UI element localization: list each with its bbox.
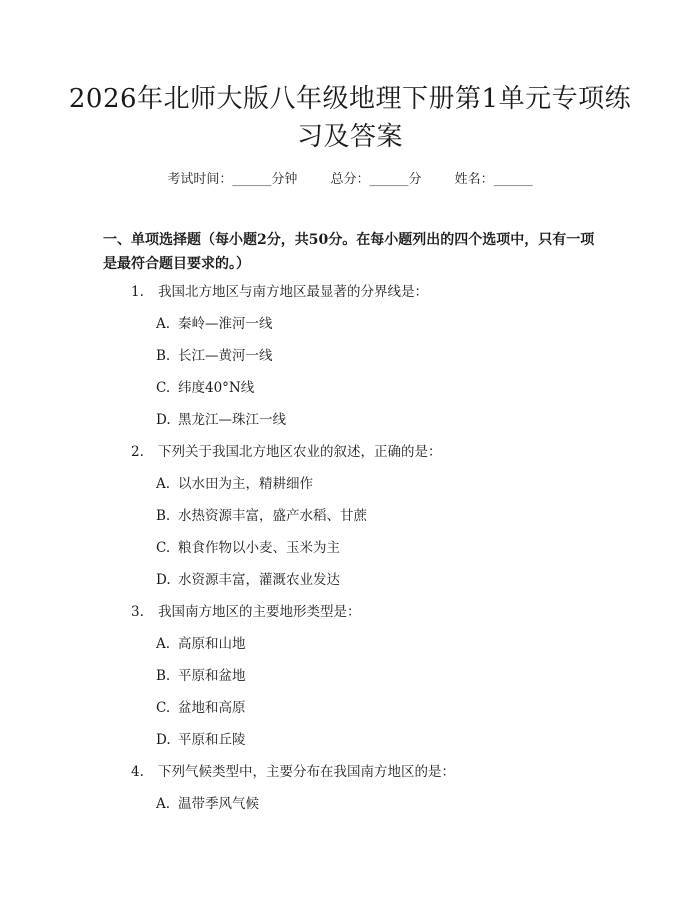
score-label: 总分： (330, 172, 370, 187)
option-text: 水热资源丰富，盛产水稻、甘蔗 (178, 508, 367, 524)
question-text: 我国北方地区与南方地区最显著的分界线是： (158, 284, 428, 300)
name-label: 姓名： (454, 172, 494, 187)
option-letter: D. (156, 572, 171, 588)
option-text: 盆地和高原 (178, 700, 246, 716)
question-number: 2. (131, 444, 144, 460)
option-text: 温带季风气候 (178, 796, 259, 812)
option-text: 高原和山地 (178, 636, 246, 652)
option-letter: B. (156, 668, 171, 684)
option-letter: B. (156, 508, 171, 524)
option-text: 长江—黄河一线 (178, 348, 273, 364)
option-text: 平原和盆地 (178, 668, 246, 684)
question-number: 1. (131, 284, 144, 300)
score-blank: ______ (369, 172, 409, 187)
question-number: 4. (131, 764, 144, 780)
exam-meta-line (0, 168, 700, 187)
option-text: 水资源丰富，灌溉农业发达 (178, 572, 340, 588)
option-text: 平原和丘陵 (178, 732, 246, 748)
option-letter: A. (156, 796, 171, 812)
question-text: 我国南方地区的主要地形类型是： (158, 604, 361, 620)
option-letter: C. (156, 380, 171, 396)
option-text: 秦岭—淮河一线 (178, 316, 273, 332)
option-letter: C. (156, 700, 171, 716)
option-letter: B. (156, 348, 171, 364)
score-unit: 分 (408, 172, 422, 187)
time-unit: 分钟 (271, 172, 298, 187)
option-letter: A. (156, 476, 171, 492)
question-number: 3. (131, 604, 144, 620)
question-text: 下列关于我国北方地区农业的叙述，正确的是： (158, 444, 442, 460)
time-blank: ______ (232, 172, 272, 187)
document-title: 2026年北师大版八年级地理下册第1单元专项练习及答案 (68, 84, 632, 152)
option-text: 黑龙江—珠江一线 (178, 412, 286, 428)
option-letter: A. (156, 316, 171, 332)
option-letter: A. (156, 636, 171, 652)
name-blank: ______ (493, 172, 533, 187)
option-letter: D. (156, 732, 171, 748)
time-label: 考试时间： (167, 172, 233, 187)
question-text: 下列气候类型中，主要分布在我国南方地区的是： (158, 764, 455, 780)
option-text: 纬度40°N线 (178, 380, 255, 396)
option-text: 以水田为主，精耕细作 (178, 476, 313, 492)
section-heading: 一、单项选择题（每小题2分，共50分。在每小题列出的四个选项中，只有一项是最符合题目要求的。） (103, 232, 595, 272)
option-letter: C. (156, 540, 171, 556)
option-text: 粮食作物以小麦、玉米为主 (178, 540, 340, 556)
option-letter: D. (156, 412, 171, 428)
